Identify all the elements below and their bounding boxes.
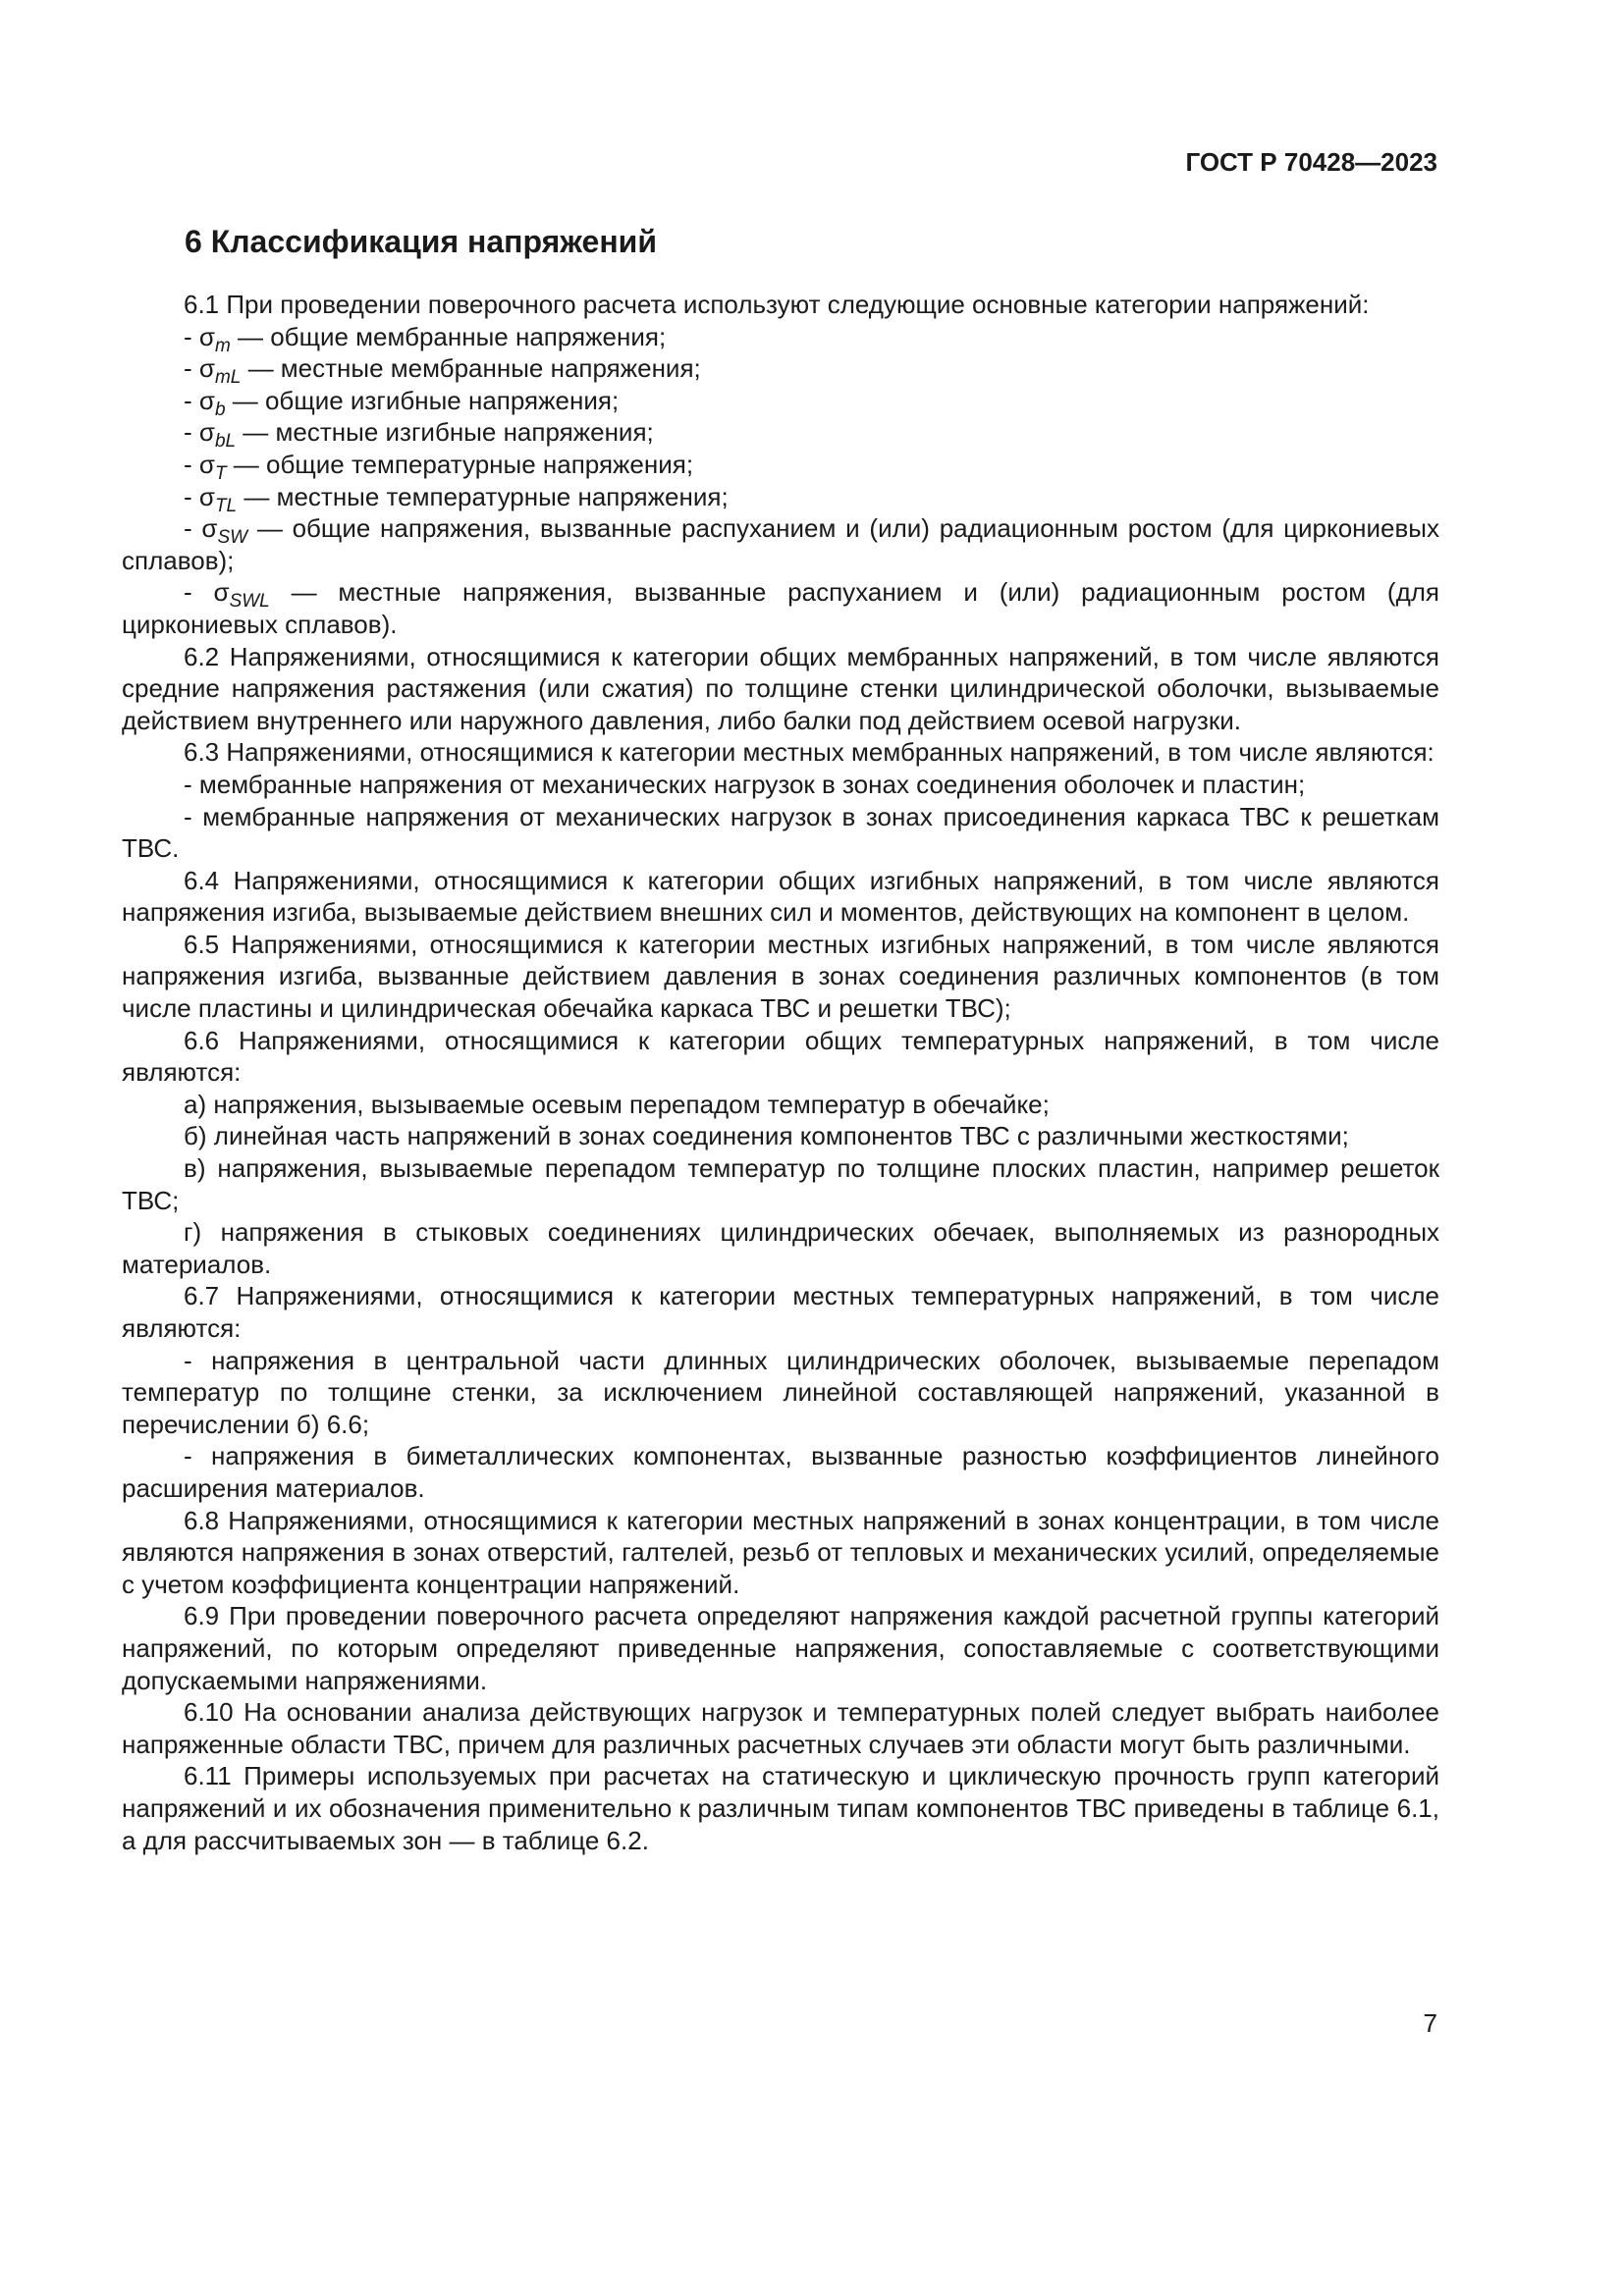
sigma-subscript: SWL	[229, 591, 270, 613]
sigma-subscript: m	[214, 335, 231, 356]
list-item: - напряжения в центральной части длинных цилиндрических оболочек, вызываемые перепадом температур по толщине стенки, за исключением линейной составляющей напряжений, указанной в перечислении б) 6.6;	[122, 1345, 1439, 1439]
sigma-description: — общие изгибные напряжения;	[225, 385, 620, 415]
sigma-symbol: - σ	[184, 513, 218, 544]
sigma-item	[122, 385, 1439, 420]
paragraph-6-1-intro: 6.1 При проведении поверочного расчета используют следующие основные категории напряжений:	[184, 290, 1370, 319]
sigma-item	[122, 481, 1439, 516]
document-code-header: ГОСТ Р 70428—2023	[1185, 147, 1437, 177]
sigma-subscript: b	[214, 399, 226, 420]
paragraph-6-11: 6.11 Примеры используемых при расчетах на статическую и циклическую прочность групп категорий напряжений и их обозначения применительно к различным типам компонентов ТВС приведены в таблице 6.1, а для рассчитываемых зон — в таблице 6.2.	[122, 1761, 1439, 1855]
sigma-description: — общие напряжения, вызванные распуханием и (или) радиационным ростом (для циркониевых сплавов);	[122, 513, 1439, 575]
list-item: - напряжения в биметаллических компонентах, вызванные разностью коэффициентов линейного расширения материалов.	[122, 1441, 1439, 1503]
sigma-symbol: - σ	[184, 449, 215, 479]
sigma-description: — местные мембранные напряжения;	[241, 353, 701, 384]
sigma-subscript: mL	[214, 367, 242, 389]
sigma-symbol: - σ	[184, 577, 230, 608]
sigma-item	[122, 512, 1439, 576]
list-item: в) напряжения, вызываемые перепадом температур по толщине плоских пластин, например решеток ТВС;	[122, 1153, 1439, 1215]
paragraph-6-9: 6.9 При проведении поверочного расчета определяют напряжения каждой расчетной группы категорий напряжений, по которым определяют приведенные напряжения, сопоставляемые с соответствующими допускаемыми напряжениями.	[122, 1601, 1439, 1695]
sigma-symbol: - σ	[184, 353, 215, 384]
sigma-item	[122, 576, 1439, 640]
paragraph-6-7: 6.7 Напряжениями, относящимися к категории местных температурных напряжений, в том числе являются:	[122, 1281, 1439, 1343]
paragraph-6-5: 6.5 Напряжениями, относящимися к категории местных изгибных напряжений, в том числе являются напряжения изгиба, вызванные действием давления в зонах соединения различных компонентов (в том числе пластины и цилиндрическая обечайка каркаса ТВС и решетки ТВС);	[122, 929, 1439, 1024]
sigma-subscript: TL	[214, 495, 238, 516]
list-item: г) напряжения в стыковых соединениях цилиндрических обечаек, выполняемых из разнородных материалов.	[122, 1217, 1439, 1279]
paragraph-6-4: 6.4 Напряжениями, относящимися к категории общих изгибных напряжений, в том числе являются напряжения изгиба, вызываемые действием внешних сил и моментов, действующих на компонент в целом.	[122, 865, 1439, 928]
paragraph-6-10: 6.10 На основании анализа действующих нагрузок и температурных полей следует выбрать наиболее напряженные области ТВС, причем для различных расчетных случаев эти области могут быть различными.	[122, 1697, 1439, 1759]
list-item: - мембранные напряжения от механических нагрузок в зонах присоединения каркаса ТВС к решеткам ТВС.	[122, 801, 1439, 864]
list-item: - мембранные напряжения от механических нагрузок в зонах соединения оболочек и пластин;	[184, 769, 1306, 799]
sigma-symbol: - σ	[184, 385, 215, 415]
sigma-item	[122, 416, 1439, 453]
section-title: 6 Классификация напряжений	[185, 224, 657, 259]
list-item: б) линейная часть напряжений в зонах соединения компонентов ТВС с различными жесткостями;	[184, 1121, 1349, 1151]
paragraph-6-3: 6.3 Напряжениями, относящимися к категории местных мембранных напряжений, в том числе являются:	[184, 737, 1435, 768]
sigma-symbol: - σ	[184, 481, 215, 511]
document-body	[122, 289, 1439, 1856]
sigma-item	[122, 449, 1439, 484]
sigma-symbol: - σ	[184, 417, 215, 448]
sigma-symbol: - σ	[184, 321, 215, 351]
sigma-description: — местные температурные напряжения;	[237, 481, 729, 511]
page-number: 7	[1423, 2008, 1437, 2038]
sigma-item	[122, 352, 1439, 389]
sigma-description: — общие температурные напряжения;	[226, 449, 694, 479]
sigma-subscript: T	[214, 462, 227, 484]
sigma-description: — общие мембранные напряжения;	[230, 321, 667, 351]
sigma-subscript: bL	[214, 431, 237, 453]
paragraph-6-2: 6.2 Напряжениями, относящимися к категории общих мембранных напряжений, в том числе являются средние напряжения растяжения (или сжатия) по толщине стенки цилиндрической оболочки, вызываемые действием внутреннего или наружного давления, либо балки под действием осевой нагрузки.	[122, 641, 1439, 735]
sigma-item	[122, 321, 1439, 356]
sigma-description: — местные напряжения, вызванные распуханием и (или) радиационным ростом (для циркониевых сплавов).	[122, 577, 1439, 639]
sigma-description: — местные изгибные напряжения;	[236, 417, 654, 448]
sigma-subscript: SW	[217, 527, 248, 549]
list-item: а) напряжения, вызываемые осевым перепадом температур в обечайке;	[184, 1089, 1050, 1119]
paragraph-6-8: 6.8 Напряжениями, относящимися к категории местных напряжений в зонах концентрации, в том числе являются напряжения в зонах отверстий, галтелей, резьб от тепловых и механических усилий, определяемые с учетом коэффициента концентрации напряжений.	[122, 1505, 1439, 1599]
paragraph-6-6: 6.6 Напряжениями, относящимися к категории общих температурных напряжений, в том числе являются:	[122, 1025, 1439, 1088]
